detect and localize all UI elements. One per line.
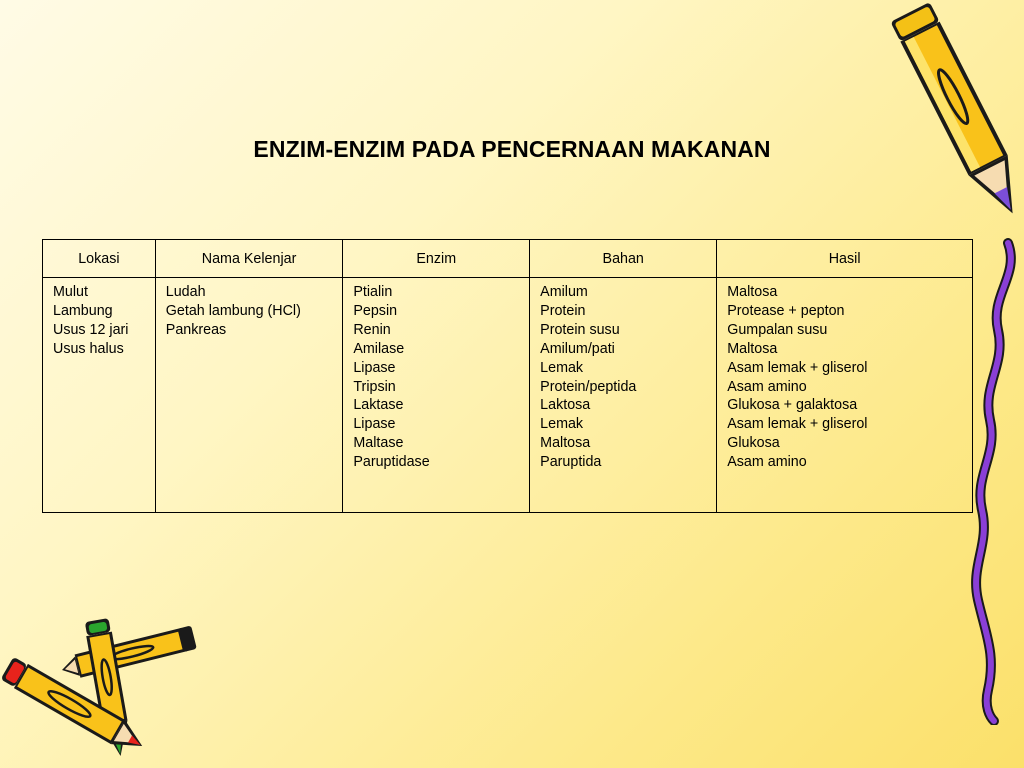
list-item: Lemak [540, 359, 584, 376]
list-item: Usus halus [53, 340, 124, 357]
list-item: Lambung [53, 302, 113, 319]
table-row [43, 278, 973, 513]
list-item: Ludah [165, 284, 206, 300]
crossed-pencils-icon [0, 610, 210, 768]
list-item: Paruptidase [353, 454, 430, 471]
list-item: Pepsin [353, 302, 398, 319]
cell-nama-kelenjar [155, 278, 343, 513]
list-item: Renin [353, 321, 391, 338]
cell-enzim [343, 278, 530, 513]
list-item: Tripsin [353, 378, 396, 395]
list-item: Lipase [353, 416, 396, 433]
cell-lokasi [43, 278, 156, 513]
header-lokasi: Lokasi [43, 240, 156, 278]
list-item: Protease + pepton [727, 302, 845, 319]
list-item: Laktosa [540, 397, 591, 414]
list-item: Usus 12 jari [53, 321, 129, 338]
list-item: Getah lambung (HCl) [165, 302, 301, 319]
list-item: Amilum [540, 284, 588, 300]
list-item: Maltosa [727, 284, 778, 300]
list-item: Paruptida [540, 454, 602, 471]
list-item: Mulut [53, 284, 88, 300]
pencil-icon [850, 0, 1020, 250]
enzyme-table [42, 239, 973, 513]
list-item: Glukosa [727, 435, 780, 452]
list-item: Asam lemak + gliserol [727, 416, 868, 433]
table-header-row [43, 240, 973, 278]
list-item: Protein susu [540, 321, 620, 338]
list-item: Pankreas [165, 321, 227, 338]
list-item: Laktase [353, 397, 404, 414]
list-item: Maltase [353, 435, 404, 452]
slide-title: ENZIM-ENZIM PADA PENCERNAAN MAKANAN [253, 136, 771, 162]
squiggle-icon [968, 235, 1024, 725]
list-item: Amilum/pati [540, 340, 615, 357]
cell-hasil [717, 278, 973, 513]
list-item: Protein [540, 302, 586, 319]
list-item: Glukosa + galaktosa [727, 397, 858, 414]
list-item: Amilase [353, 340, 405, 357]
list-item: Lipase [353, 359, 396, 376]
header-enzim: Enzim [343, 240, 530, 278]
header-nama-kelenjar: Nama Kelenjar [155, 240, 343, 278]
header-hasil: Hasil [717, 240, 973, 278]
header-bahan: Bahan [530, 240, 717, 278]
list-item: Asam amino [727, 378, 807, 395]
list-item: Asam lemak + gliserol [727, 359, 868, 376]
list-item: Lemak [540, 416, 584, 433]
list-item: Asam amino [727, 454, 807, 471]
list-item: Gumpalan susu [727, 321, 828, 338]
list-item: Maltosa [727, 340, 778, 357]
list-item: Ptialin [353, 284, 393, 300]
list-item: Protein/peptida [540, 378, 637, 395]
list-item: Maltosa [540, 435, 591, 452]
cell-bahan [530, 278, 717, 513]
